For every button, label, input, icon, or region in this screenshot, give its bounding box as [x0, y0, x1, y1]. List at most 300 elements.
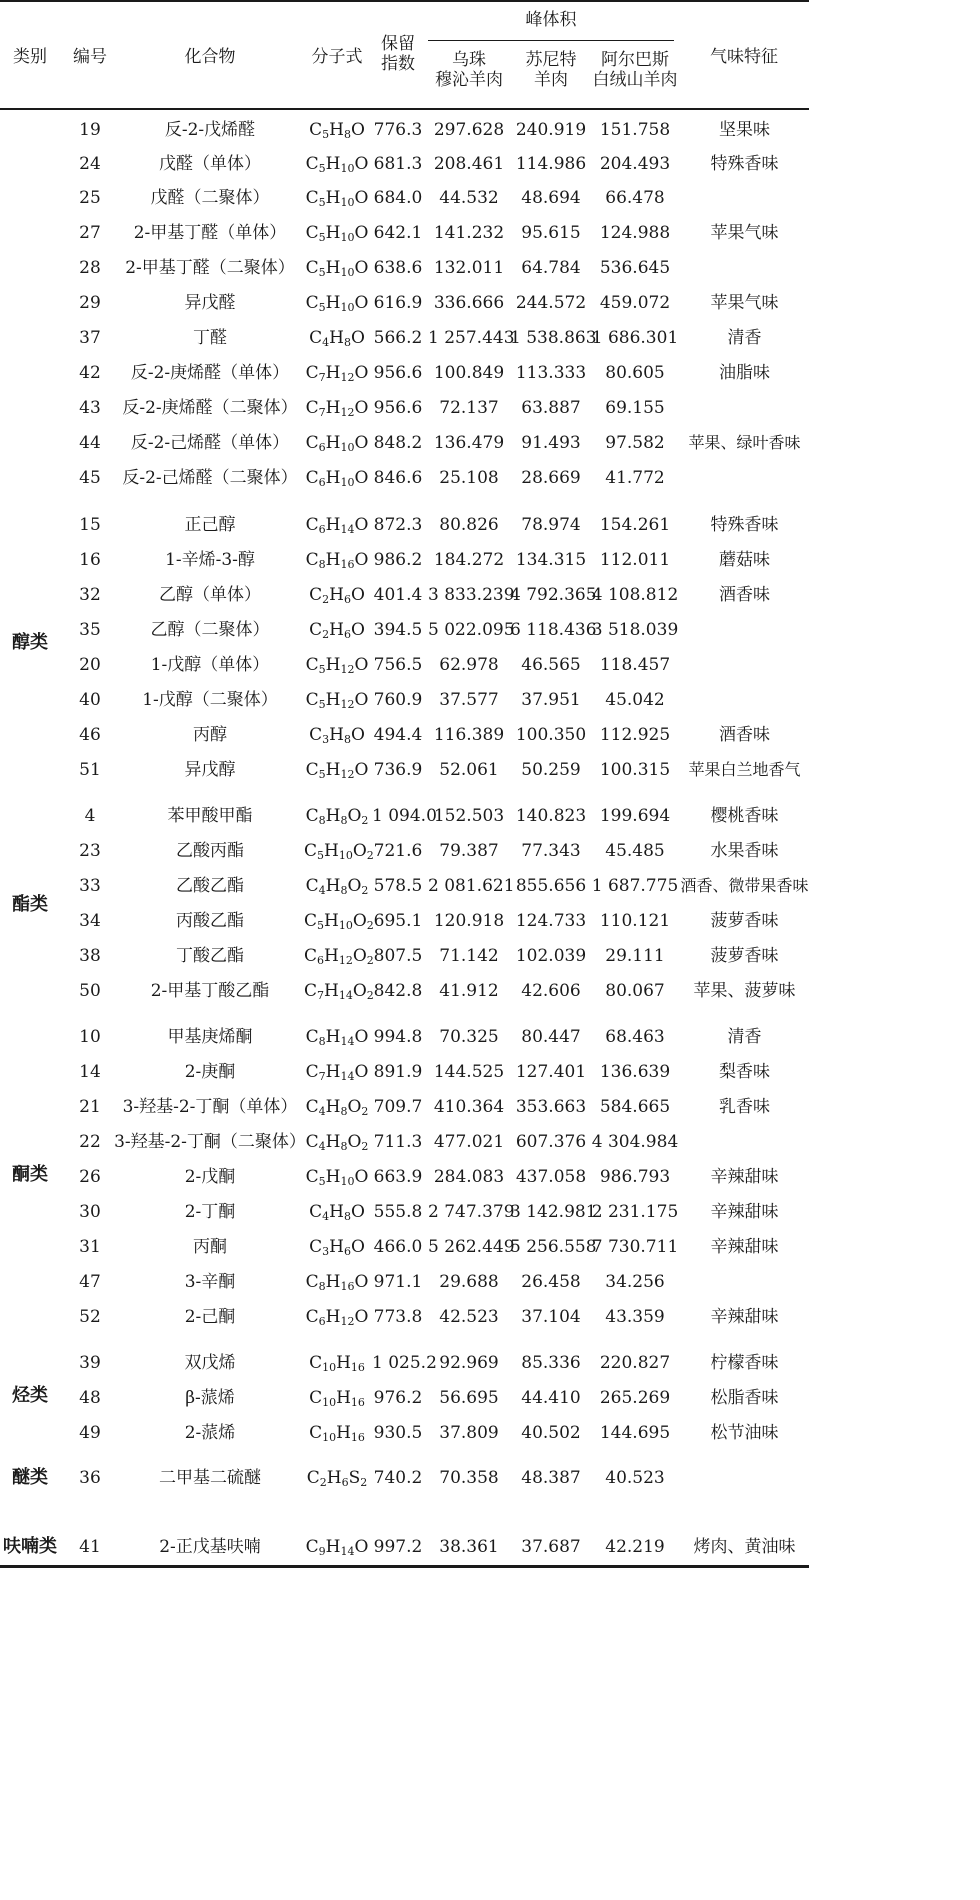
cell-odor: 苹果白兰地香气 — [688, 760, 801, 779]
formula-subscript: 14 — [340, 1070, 355, 1083]
cell-peak-sample-1: 100.849 — [433, 363, 505, 383]
formula-element: C — [305, 188, 319, 208]
cell-compound: 双戊烯 — [184, 1353, 236, 1373]
formula-subscript: 9 — [318, 1545, 326, 1558]
formula-element: C — [305, 1132, 319, 1152]
formula-subscript: 2 — [322, 628, 330, 641]
formula-element: C — [309, 1237, 323, 1257]
cell-odor: 辛辣甜味 — [710, 1167, 779, 1187]
cell-peak-sample-3: 69.155 — [605, 398, 665, 418]
formula-subscript: 6 — [318, 1315, 326, 1328]
formula-element: H — [325, 655, 341, 675]
formula-subscript: 4 — [322, 1210, 330, 1223]
formula-element: C — [305, 1272, 319, 1292]
formula-subscript: 12 — [340, 406, 355, 419]
formula-element: O — [352, 981, 367, 1001]
cell-peak-sample-1: 41.912 — [439, 981, 499, 1001]
cell-odor: 苹果气味 — [710, 293, 779, 313]
formula-element: C — [309, 1388, 323, 1408]
formula-element: O — [347, 1132, 362, 1152]
formula-element: O — [354, 468, 369, 488]
cell-retention-index: 642.1 — [373, 223, 423, 243]
cell-compound: 乙醇（二聚体） — [150, 620, 270, 640]
formula-element: O — [354, 363, 369, 383]
cell-compound: 反-2-庚烯醛（单体） — [130, 363, 290, 383]
cell-peak-sample-3: 204.493 — [599, 154, 671, 174]
cell-number: 26 — [79, 1167, 101, 1187]
cell-peak-sample-1: 52.061 — [439, 760, 499, 780]
formula-element: C — [305, 1097, 319, 1117]
cell-formula — [304, 1353, 370, 1373]
cell-number: 50 — [79, 981, 101, 1001]
cell-compound: 3-羟基-2-丁酮（单体） — [122, 1097, 298, 1117]
cell-peak-sample-3: 34.256 — [605, 1272, 665, 1292]
cell-number: 19 — [79, 120, 101, 140]
cell-compound: 丁酸乙酯 — [176, 946, 244, 966]
cell-formula — [304, 1388, 370, 1408]
formula-subscript: 14 — [340, 1035, 355, 1048]
cell-retention-index: 1 025.2 — [372, 1353, 437, 1373]
formula-subscript: 12 — [340, 371, 355, 384]
cell-peak-sample-3: 536.645 — [599, 258, 671, 278]
formula-element: C — [305, 398, 319, 418]
cell-compound: 丁醛 — [193, 328, 227, 348]
cell-peak-sample-2: 127.401 — [515, 1062, 587, 1082]
cell-formula — [304, 1132, 370, 1152]
formula-element: C — [305, 223, 319, 243]
formula-element: C — [305, 655, 319, 675]
cell-retention-index: 956.6 — [373, 363, 423, 383]
formula-subscript: 5 — [318, 196, 326, 209]
cell-retention-index: 709.7 — [373, 1097, 423, 1117]
cell-odor: 特殊香味 — [710, 515, 779, 535]
cell-number: 24 — [79, 154, 101, 174]
formula-element: H — [325, 760, 341, 780]
formula-element: O — [350, 1237, 365, 1257]
cell-formula — [304, 258, 370, 278]
cell-peak-sample-2: 37.104 — [521, 1307, 581, 1327]
formula-subscript: 2 — [366, 919, 374, 932]
formula-subscript: 4 — [318, 1140, 326, 1153]
cell-number: 52 — [79, 1307, 101, 1327]
formula-element: O — [350, 1202, 365, 1222]
cell-formula — [304, 911, 374, 932]
cell-peak-sample-2: 64.784 — [521, 258, 581, 278]
cell-peak-sample-2: 353.663 — [515, 1097, 587, 1117]
cell-number: 38 — [79, 946, 101, 966]
formula-element: O — [354, 433, 369, 453]
cell-compound: 1-戊醇（二聚体） — [142, 690, 278, 710]
cell-peak-sample-2: 113.333 — [515, 363, 587, 383]
cell-peak-sample-2: 91.493 — [521, 433, 581, 453]
cell-peak-sample-2: 140.823 — [515, 806, 587, 826]
formula-element: C — [304, 946, 318, 966]
cell-peak-sample-3: 4 304.984 — [591, 1132, 679, 1152]
formula-element: H — [324, 981, 339, 1001]
formula-element: H — [325, 515, 341, 535]
cell-peak-sample-1: 70.325 — [439, 1027, 499, 1047]
formula-element: O — [354, 550, 369, 570]
cell-formula — [304, 188, 370, 208]
cell-peak-sample-3: 459.072 — [599, 293, 671, 313]
cell-peak-sample-2: 42.606 — [521, 981, 581, 1001]
formula-subscript: 5 — [318, 768, 326, 781]
cell-formula — [304, 1307, 370, 1327]
cell-peak-sample-1: 152.503 — [433, 806, 505, 826]
formula-subscript: 10 — [340, 266, 355, 279]
cell-compound: 2-甲基丁酸乙酯 — [150, 981, 270, 1001]
cell-retention-index: 663.9 — [373, 1167, 423, 1187]
cell-peak-sample-2: 6 118.436 — [510, 620, 597, 640]
formula-subscript: 14 — [340, 523, 355, 536]
cell-compound: 2-蒎烯 — [184, 1423, 236, 1443]
cell-retention-index: 466.0 — [373, 1237, 423, 1257]
cell-compound: 反-2-己烯醛（二聚体） — [122, 468, 298, 488]
formula-subscript: 14 — [338, 989, 353, 1002]
cell-odor: 辛辣甜味 — [710, 1237, 779, 1257]
formula-subscript: 6 — [341, 1476, 349, 1489]
cell-formula — [304, 223, 370, 243]
cell-retention-index: 760.9 — [373, 690, 423, 710]
cell-odor: 酒香味 — [719, 725, 770, 745]
header-sample-1: 乌珠 穆沁羊肉 — [435, 50, 503, 90]
cell-retention-index: 956.6 — [373, 398, 423, 418]
cell-number: 21 — [79, 1097, 101, 1117]
cell-number: 29 — [79, 293, 101, 313]
cell-peak-sample-2: 134.315 — [515, 550, 587, 570]
cell-compound: 二甲基二硫醚 — [159, 1468, 261, 1488]
formula-element: C — [305, 154, 319, 174]
header-peak-volume: 峰体积 — [525, 10, 577, 30]
cell-peak-sample-2: 102.039 — [515, 946, 587, 966]
cell-odor: 酒香、微带果香味 — [680, 876, 809, 895]
category-label: 呋喃类 — [3, 1536, 57, 1557]
formula-subscript: 5 — [317, 849, 325, 862]
formula-subscript: 12 — [340, 768, 355, 781]
cell-peak-sample-1: 62.978 — [439, 655, 499, 675]
cell-peak-sample-3: 1 686.301 — [591, 328, 679, 348]
cell-retention-index: 494.4 — [373, 725, 423, 745]
cell-peak-sample-2: 46.565 — [521, 655, 581, 675]
cell-odor: 柠檬香味 — [710, 1353, 779, 1373]
cell-odor: 特殊香味 — [710, 154, 779, 174]
cell-retention-index: 848.2 — [373, 433, 423, 453]
formula-subscript: 6 — [318, 523, 326, 536]
cell-peak-sample-1: 37.577 — [439, 690, 499, 710]
cell-retention-index: 401.4 — [373, 585, 423, 605]
table-top-rule — [0, 0, 809, 2]
cell-compound: 3-羟基-2-丁酮（二聚体） — [114, 1132, 306, 1152]
formula-subscript: 5 — [318, 231, 326, 244]
formula-subscript: 10 — [338, 919, 353, 932]
formula-subscript: 2 — [366, 849, 374, 862]
header-category: 类别 — [13, 47, 47, 67]
cell-retention-index: 566.2 — [373, 328, 423, 348]
formula-subscript: 2 — [366, 989, 374, 1002]
formula-element: H — [329, 725, 344, 745]
formula-subscript: 16 — [350, 1396, 365, 1409]
cell-number: 37 — [79, 328, 101, 348]
cell-retention-index: 695.1 — [373, 911, 423, 931]
formula-subscript: 10 — [340, 231, 355, 244]
cell-retention-index: 736.9 — [373, 760, 423, 780]
formula-subscript: 5 — [318, 663, 326, 676]
cell-formula — [304, 876, 370, 896]
cell-formula — [304, 1423, 370, 1443]
cell-peak-sample-3: 42.219 — [605, 1537, 665, 1557]
cell-number: 16 — [79, 550, 101, 570]
cell-formula — [304, 585, 370, 605]
cell-compound: 异戊醛 — [184, 293, 236, 313]
cell-odor: 苹果气味 — [710, 223, 779, 243]
formula-element: C — [305, 1537, 319, 1557]
cell-number: 20 — [79, 655, 101, 675]
cell-peak-sample-2: 607.376 — [515, 1132, 587, 1152]
cell-number: 32 — [79, 585, 101, 605]
cell-odor: 辛辣甜味 — [710, 1307, 779, 1327]
cell-odor: 乳香味 — [719, 1097, 770, 1117]
cell-peak-sample-3: 100.315 — [599, 760, 671, 780]
cell-number: 44 — [79, 433, 101, 453]
cell-number: 36 — [79, 1468, 101, 1488]
formula-element: O — [350, 620, 365, 640]
cell-peak-sample-3: 43.359 — [605, 1307, 665, 1327]
formula-element: C — [305, 258, 319, 278]
cell-number: 40 — [79, 690, 101, 710]
formula-element: O — [354, 760, 369, 780]
cell-formula — [304, 1062, 370, 1082]
cell-formula — [304, 515, 370, 535]
formula-element: H — [325, 806, 341, 826]
formula-element: H — [325, 1097, 341, 1117]
formula-element: H — [325, 1537, 341, 1557]
cell-odor: 蘑菇味 — [719, 550, 770, 570]
cell-peak-sample-3: 40.523 — [605, 1468, 665, 1488]
category-label: 烃类 — [12, 1385, 48, 1406]
formula-subscript: 8 — [343, 733, 351, 746]
cell-peak-sample-1: 79.387 — [439, 841, 499, 861]
cell-formula — [304, 806, 370, 826]
cell-number: 39 — [79, 1353, 101, 1373]
cell-peak-sample-1: 141.232 — [433, 223, 505, 243]
formula-element: H — [325, 550, 341, 570]
cell-formula — [304, 468, 370, 488]
formula-element: H — [336, 1423, 351, 1443]
cell-odor: 菠萝香味 — [710, 911, 779, 931]
formula-element: O — [354, 1062, 369, 1082]
header-number: 编号 — [73, 47, 107, 67]
formula-subscript: 8 — [340, 814, 348, 827]
formula-element: C — [305, 293, 319, 313]
formula-subscript: 3 — [322, 1245, 330, 1258]
formula-subscript: 10 — [340, 476, 355, 489]
formula-element: C — [305, 876, 319, 896]
formula-element: O — [354, 398, 369, 418]
cell-formula — [304, 981, 374, 1002]
formula-subscript: 6 — [317, 954, 325, 967]
formula-element: C — [309, 328, 323, 348]
cell-peak-sample-2: 5 256.558 — [510, 1237, 597, 1257]
cell-formula — [304, 725, 370, 745]
formula-element: H — [324, 841, 339, 861]
cell-formula — [304, 293, 370, 313]
formula-subscript: 2 — [366, 954, 374, 967]
formula-element: H — [325, 1132, 341, 1152]
cell-number: 43 — [79, 398, 101, 418]
formula-element: O — [354, 223, 369, 243]
cell-compound: 反-2-己烯醛（单体） — [130, 433, 290, 453]
cell-odor: 苹果、菠萝味 — [693, 981, 796, 1001]
formula-element: O — [350, 725, 365, 745]
formula-element: C — [309, 1353, 323, 1373]
cell-number: 46 — [79, 725, 101, 745]
formula-element: H — [325, 293, 341, 313]
formula-subscript: 10 — [340, 301, 355, 314]
cell-compound: 2-正戊基呋喃 — [159, 1537, 261, 1557]
formula-subscript: 5 — [318, 266, 326, 279]
cell-formula — [304, 1097, 370, 1117]
cell-retention-index: 394.5 — [373, 620, 423, 640]
cell-peak-sample-1: 477.021 — [433, 1132, 505, 1152]
cell-peak-sample-3: 45.485 — [605, 841, 665, 861]
cell-number: 23 — [79, 841, 101, 861]
formula-element: C — [305, 1307, 319, 1327]
cell-peak-sample-1: 297.628 — [433, 120, 505, 140]
formula-element: C — [309, 1423, 323, 1443]
formula-element: O — [354, 690, 369, 710]
formula-subscript: 8 — [343, 1210, 351, 1223]
cell-retention-index: 776.3 — [373, 120, 423, 140]
cell-compound: 2-甲基丁醛（单体） — [133, 223, 287, 243]
cell-retention-index: 997.2 — [373, 1537, 423, 1557]
cell-formula — [304, 1272, 370, 1292]
cell-peak-sample-2: 28.669 — [521, 468, 581, 488]
formula-element: C — [305, 690, 319, 710]
category-label: 酮类 — [12, 1164, 48, 1185]
formula-subscript: 10 — [322, 1396, 337, 1409]
cell-formula — [304, 1167, 370, 1187]
formula-element: C — [304, 841, 318, 861]
cell-peak-sample-2: 63.887 — [521, 398, 581, 418]
formula-subscript: 10 — [322, 1361, 337, 1374]
cell-odor: 油脂味 — [719, 363, 770, 383]
formula-element: C — [305, 1167, 319, 1187]
formula-element: H — [324, 946, 339, 966]
formula-element: H — [329, 620, 344, 640]
formula-element: H — [325, 258, 341, 278]
formula-subscript: 3 — [322, 733, 330, 746]
cell-peak-sample-3: 66.478 — [605, 188, 665, 208]
cell-peak-sample-3: 80.067 — [605, 981, 665, 1001]
cell-retention-index: 1 094.0 — [372, 806, 437, 826]
cell-peak-sample-1: 336.666 — [433, 293, 505, 313]
formula-subscript: 6 — [318, 476, 326, 489]
cell-peak-sample-2: 114.986 — [515, 154, 587, 174]
cell-compound: 1-辛烯-3-醇 — [165, 550, 255, 570]
header-sample-3: 阿尔巴斯 白绒山羊肉 — [592, 50, 678, 90]
cell-peak-sample-3: 3 518.039 — [591, 620, 679, 640]
cell-peak-sample-3: 154.261 — [599, 515, 671, 535]
cell-number: 41 — [79, 1537, 101, 1557]
cell-number: 35 — [79, 620, 101, 640]
formula-element: H — [329, 1202, 344, 1222]
cell-peak-sample-1: 29.688 — [439, 1272, 499, 1292]
formula-element: H — [325, 433, 341, 453]
cell-peak-sample-3: 112.011 — [599, 550, 671, 570]
cell-peak-sample-3: 7 730.711 — [591, 1237, 679, 1257]
cell-formula — [304, 433, 370, 453]
cell-compound: 2-甲基丁醛（二聚体） — [125, 258, 295, 278]
cell-retention-index: 872.3 — [373, 515, 423, 535]
cell-peak-sample-3: 124.988 — [599, 223, 671, 243]
formula-subscript: 10 — [340, 1175, 355, 1188]
formula-element: H — [325, 1167, 341, 1187]
formula-subscript: 5 — [318, 162, 326, 175]
cell-peak-sample-2: 44.410 — [521, 1388, 581, 1408]
cell-formula — [304, 760, 370, 780]
cell-peak-sample-1: 132.011 — [433, 258, 505, 278]
formula-subscript: 6 — [343, 628, 351, 641]
formula-element: C — [309, 725, 323, 745]
cell-peak-sample-1: 284.083 — [433, 1167, 505, 1187]
formula-element: O — [354, 188, 369, 208]
formula-subscript: 10 — [340, 196, 355, 209]
cell-peak-sample-3: 151.758 — [599, 120, 671, 140]
cell-peak-sample-3: 220.827 — [599, 1353, 671, 1373]
formula-element: C — [304, 981, 318, 1001]
cell-odor: 樱桃香味 — [710, 806, 779, 826]
cell-peak-sample-1: 120.918 — [433, 911, 505, 931]
formula-subscript: 8 — [343, 336, 351, 349]
formula-subscript: 7 — [318, 1070, 326, 1083]
header-odor: 气味特征 — [710, 47, 778, 67]
cell-formula — [304, 550, 370, 570]
cell-peak-sample-2: 85.336 — [521, 1353, 581, 1373]
cell-retention-index: 711.3 — [373, 1132, 423, 1152]
cell-peak-sample-2: 244.572 — [515, 293, 587, 313]
cell-formula — [304, 1237, 370, 1257]
formula-subscript: 6 — [318, 441, 326, 454]
cell-number: 33 — [79, 876, 101, 896]
cell-peak-sample-2: 48.694 — [521, 188, 581, 208]
formula-subscript: 12 — [340, 663, 355, 676]
cell-peak-sample-2: 50.259 — [521, 760, 581, 780]
cell-odor: 苹果、绿叶香味 — [688, 433, 801, 452]
cell-odor: 坚果味 — [719, 120, 770, 140]
formula-subscript: 10 — [340, 162, 355, 175]
formula-subscript: 7 — [318, 406, 326, 419]
cell-peak-sample-3: 199.694 — [599, 806, 671, 826]
cell-retention-index: 756.5 — [373, 655, 423, 675]
formula-subscript: 2 — [361, 1140, 369, 1153]
cell-odor: 清香 — [727, 328, 762, 348]
formula-element: O — [354, 258, 369, 278]
cell-peak-sample-2: 100.350 — [515, 725, 587, 745]
cell-formula — [304, 690, 370, 710]
formula-subscript: 14 — [340, 1545, 355, 1558]
formula-subscript: 2 — [319, 1476, 327, 1489]
cell-peak-sample-1: 144.525 — [433, 1062, 505, 1082]
cell-compound: 1-戊醇（单体） — [150, 655, 270, 675]
formula-subscript: 16 — [340, 1280, 355, 1293]
cell-formula — [304, 363, 370, 383]
header-sample-2: 苏尼特 羊肉 — [525, 50, 577, 90]
cell-peak-sample-1: 5 262.449 — [428, 1237, 515, 1257]
formula-subscript: 16 — [350, 1361, 365, 1374]
cell-peak-sample-3: 584.665 — [599, 1097, 671, 1117]
cell-compound: 反-2-戊烯醛 — [164, 120, 256, 140]
cell-odor: 烤肉、黄油味 — [693, 1537, 796, 1557]
